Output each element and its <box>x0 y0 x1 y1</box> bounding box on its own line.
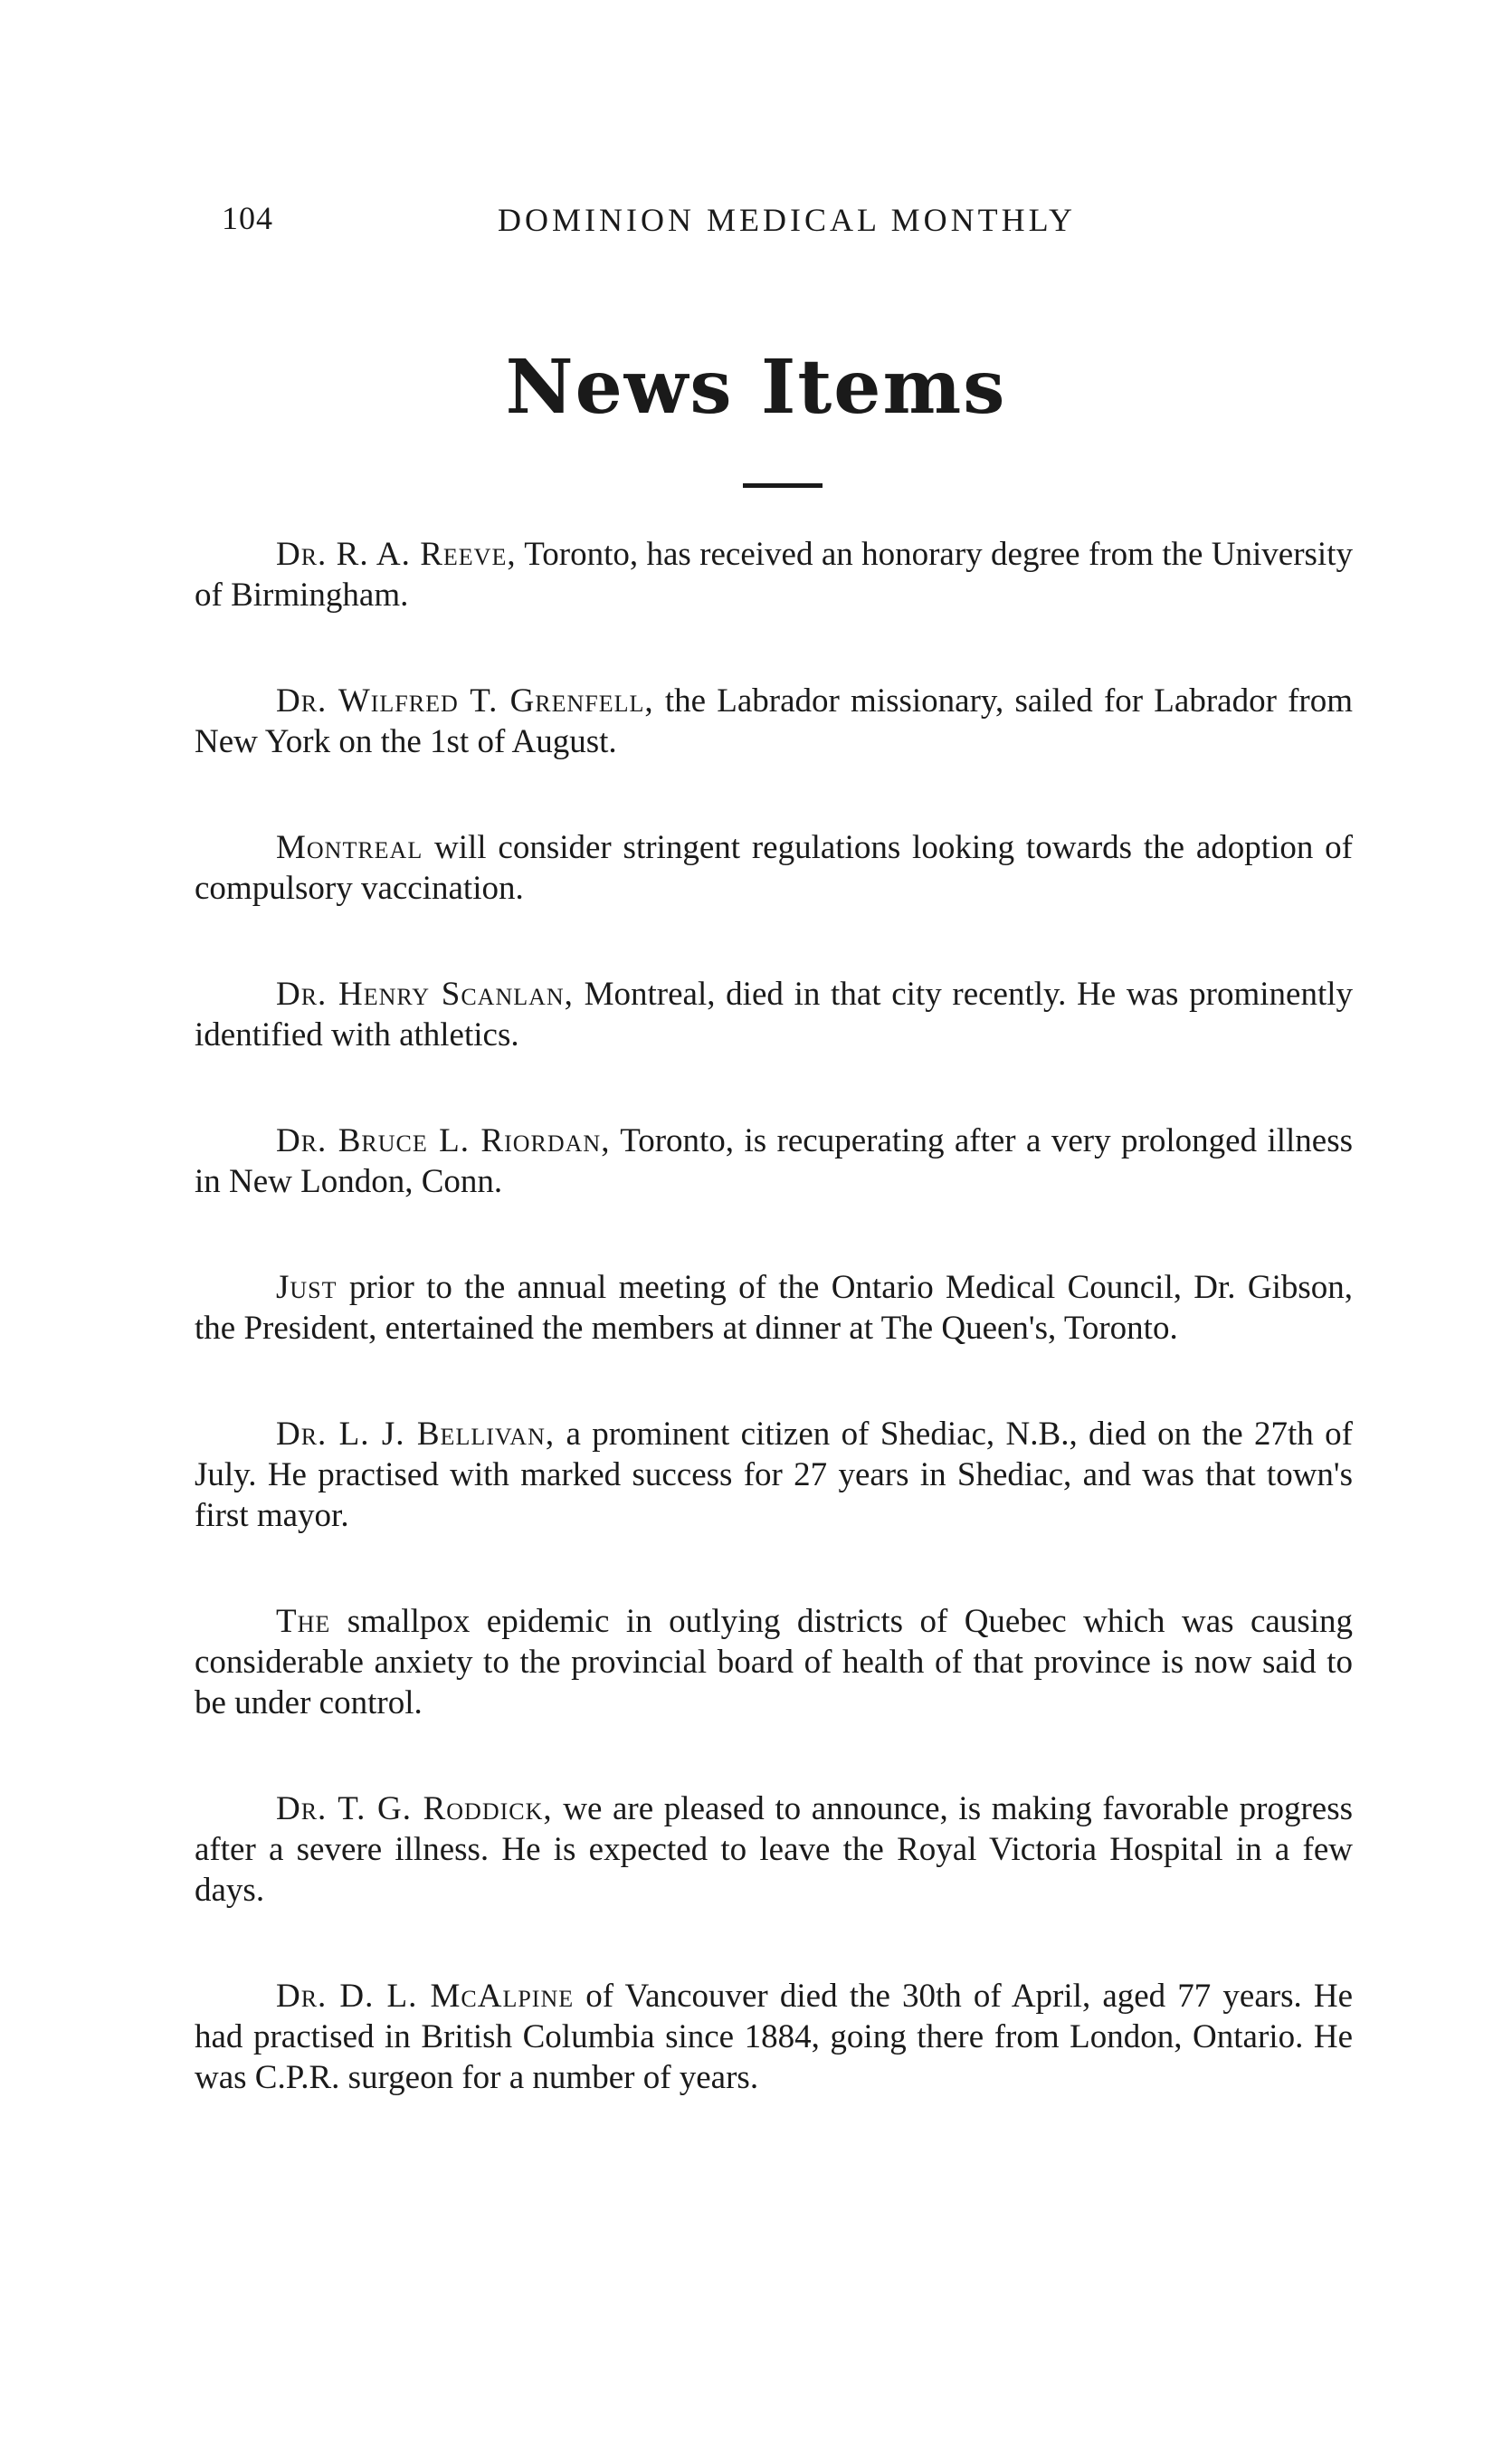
news-item-text: of Vancouver died the 30th of April, aged 77 years. He had practised in British Columbia since 1884, going there from London, Ontario. He was C.P.R. surgeon for a number of years. <box>195 1978 1353 2096</box>
news-item <box>195 1976 1353 2098</box>
news-item-lead: Dr. R. A. Reeve, <box>276 536 517 573</box>
news-item-lead: Dr. L. J. Bellivan, <box>276 1416 556 1453</box>
news-item-text: Toronto, has received an honorary degree from the University of Birmingham. <box>195 536 1353 614</box>
news-item-text: the Labrador missionary, sailed for Labrador from New York on the 1st of August. <box>195 682 1354 760</box>
news-item <box>195 1120 1353 1202</box>
news-item-lead: The <box>276 1603 331 1640</box>
news-item-text: prior to the annual meeting of the Ontario Medical Council, Dr. Gibson, the President, entertained the members at dinner at The Queen's, Toronto. <box>195 1269 1353 1347</box>
news-item-lead: Montreal <box>276 829 423 866</box>
news-item-text: Montreal, died in that city recently. He was prominently identified with athletics. <box>195 976 1353 1054</box>
news-item-lead: Dr. Henry Scanlan, <box>276 976 574 1013</box>
section-title: News Items <box>505 344 1007 431</box>
title-divider <box>743 483 823 488</box>
news-item-text: a prominent citizen of Shediac, N.B., died on the 27th of July. He practised with marked success for 27 years in Shediac, and was that town's first mayor. <box>195 1416 1353 1534</box>
journal-title: DOMINION MEDICAL MONTHLY <box>498 202 1077 238</box>
news-item <box>195 681 1353 762</box>
news-item-lead: Dr. Wilfred T. Grenfell, <box>276 682 654 720</box>
news-item <box>195 974 1353 1055</box>
news-item <box>195 827 1353 909</box>
news-items-list <box>195 534 1353 2163</box>
news-item <box>195 1414 1353 1536</box>
news-item <box>195 1601 1353 1723</box>
running-header <box>222 199 1154 244</box>
news-item-lead: Just <box>276 1269 338 1306</box>
news-item-lead: Dr. Bruce L. Riordan, <box>276 1122 611 1159</box>
news-item <box>195 1788 1353 1911</box>
page-number: 104 <box>222 200 273 236</box>
news-item-lead: Dr. T. G. Roddick, <box>276 1790 553 1827</box>
news-item <box>195 1267 1353 1349</box>
news-item-text: smallpox epidemic in outlying districts of Quebec which was causing considerable anxiety to the provincial board of health of that province is now said to be under control. <box>195 1603 1353 1721</box>
news-item-text: we are pleased to announce, is making favorable progress after a severe illness. He is expected to leave the Royal Victoria Hospital in a few days. <box>195 1790 1353 1909</box>
news-item-text: will consider stringent regulations looking towards the adoption of compulsory vaccination. <box>195 829 1353 907</box>
news-item <box>195 534 1353 615</box>
news-item-text: Toronto, is recuperating after a very prolonged illness in New London, Conn. <box>195 1122 1354 1200</box>
news-item-lead: Dr. D. L. McAlpine <box>276 1978 575 2015</box>
